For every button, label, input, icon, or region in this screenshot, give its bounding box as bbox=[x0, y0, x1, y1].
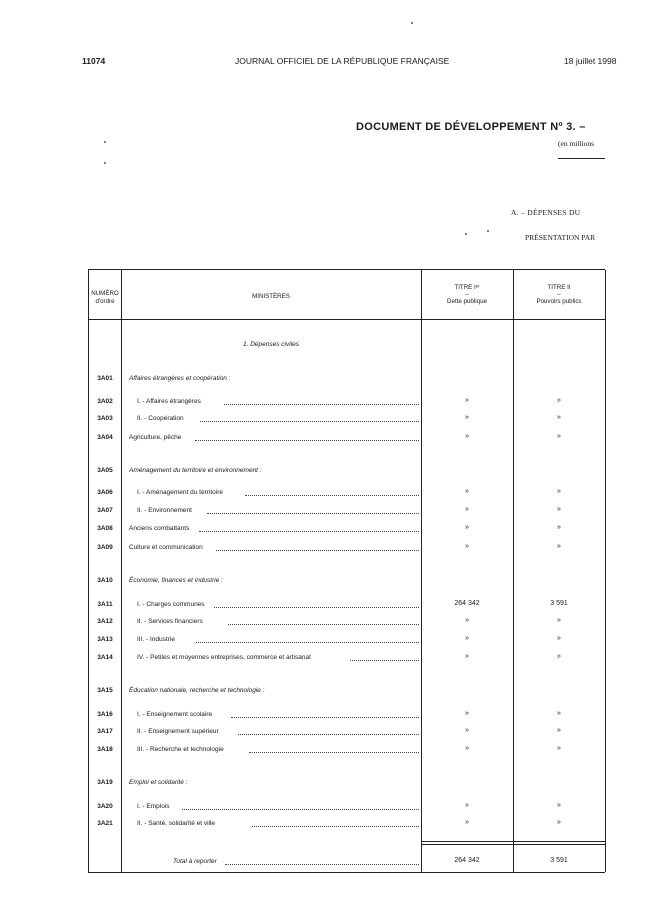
row-label: III. - Industrie bbox=[137, 636, 175, 643]
header-numero: NUMÉRO d'ordre bbox=[91, 290, 119, 305]
row-code: 3A02 bbox=[97, 398, 113, 405]
value-titre1: » bbox=[465, 617, 469, 624]
leader-dots bbox=[238, 734, 419, 735]
leader-dots bbox=[231, 717, 419, 718]
leader-dots bbox=[200, 421, 420, 422]
value-titre2: » bbox=[557, 727, 561, 734]
value-titre2: » bbox=[557, 617, 561, 624]
row-label: II. - Coopération bbox=[137, 415, 184, 422]
col-divider bbox=[421, 270, 422, 872]
row-label: I. - Aménagement du territoire bbox=[137, 489, 223, 496]
row-code: 3A12 bbox=[97, 618, 113, 625]
row-label: II. - Santé, solidarité et ville bbox=[137, 820, 216, 827]
value-titre1: » bbox=[465, 397, 469, 404]
value-titre2: » bbox=[557, 710, 561, 717]
value-titre2: » bbox=[557, 543, 561, 550]
leader-dots bbox=[196, 642, 419, 643]
category-label: Économie, finances et industrie : bbox=[129, 577, 223, 584]
value-titre2: » bbox=[557, 653, 561, 660]
row-label: III. - Recherche et technologie bbox=[137, 746, 224, 753]
row-code: 3A15 bbox=[97, 687, 113, 694]
leader-dots bbox=[249, 752, 420, 753]
unit-note: (en millions bbox=[558, 139, 595, 148]
leader-dots bbox=[225, 864, 419, 865]
row-code: 3A09 bbox=[97, 544, 113, 551]
leader-dots bbox=[199, 531, 420, 532]
value-titre1: » bbox=[465, 524, 469, 531]
total-divider bbox=[421, 844, 605, 845]
row-code: 3A20 bbox=[97, 803, 113, 810]
col-divider bbox=[605, 270, 606, 872]
row-code: 3A11 bbox=[97, 601, 113, 608]
leader-dots bbox=[195, 440, 419, 441]
value-titre2: » bbox=[557, 819, 561, 826]
row-code: 3A13 bbox=[97, 636, 113, 643]
col-divider bbox=[121, 270, 122, 872]
row-code: 3A17 bbox=[97, 728, 113, 735]
row-code: 3A19 bbox=[97, 779, 113, 786]
value-titre2: » bbox=[557, 488, 561, 495]
journal-title: JOURNAL OFFICIEL DE LA RÉPUBLIQUE FRANÇAISE bbox=[235, 56, 450, 66]
row-label: I. - Emplois bbox=[137, 803, 170, 810]
category-label: Emploi et solidarité : bbox=[129, 779, 188, 786]
leader-dots bbox=[216, 550, 419, 551]
row-code: 3A21 bbox=[97, 820, 113, 827]
value-titre1: » bbox=[465, 727, 469, 734]
section-label: 1. Dépenses civiles bbox=[243, 341, 299, 348]
value-titre2: » bbox=[557, 433, 561, 440]
value-titre2: » bbox=[557, 506, 561, 513]
value-titre1: » bbox=[465, 745, 469, 752]
row-label: II. - Enseignement supérieur bbox=[137, 728, 219, 735]
row-label: Agriculture, pêche bbox=[129, 434, 182, 441]
col-divider bbox=[513, 270, 514, 872]
speck bbox=[104, 141, 106, 143]
leader-dots bbox=[228, 624, 420, 625]
header-titre1-sub: Dette publique bbox=[447, 298, 487, 305]
row-code: 3A14 bbox=[97, 654, 113, 661]
leader-dots bbox=[214, 607, 420, 608]
value-titre1: 264 342 bbox=[454, 600, 480, 607]
subsection-heading: PRÉSENTATION PAR bbox=[525, 233, 596, 242]
row-label: I. - Affaires étrangères bbox=[137, 398, 201, 405]
unit-rule bbox=[558, 158, 605, 159]
value-titre2: » bbox=[557, 635, 561, 642]
header-titre1-dash: – bbox=[465, 291, 469, 298]
leader-dots bbox=[182, 809, 419, 810]
speck bbox=[411, 22, 413, 24]
value-titre2: » bbox=[557, 524, 561, 531]
header-divider bbox=[89, 319, 605, 320]
value-titre1: » bbox=[465, 488, 469, 495]
row-label: I. - Charges communes bbox=[137, 601, 205, 608]
total-titre2: 3 591 bbox=[550, 857, 568, 864]
value-titre2: » bbox=[557, 414, 561, 421]
header-titre2: TITRE II bbox=[547, 284, 571, 291]
total-titre1: 264 342 bbox=[454, 857, 480, 864]
value-titre2: » bbox=[557, 745, 561, 752]
value-titre1: » bbox=[465, 635, 469, 642]
leader-dots bbox=[350, 660, 419, 661]
row-label: IV. - Petites et moyennes entreprises, commerce et artisanat bbox=[137, 654, 311, 661]
row-code: 3A08 bbox=[97, 525, 113, 532]
category-label: Affaires étrangères et coopération : bbox=[129, 375, 231, 382]
value-titre1: » bbox=[465, 543, 469, 550]
value-titre2: 3 591 bbox=[550, 600, 568, 607]
category-label: Éducation nationale, recherche et technologie : bbox=[129, 687, 265, 694]
value-titre2: » bbox=[557, 397, 561, 404]
leader-dots bbox=[207, 513, 420, 514]
row-code: 3A10 bbox=[97, 577, 113, 584]
leader-dots bbox=[224, 404, 419, 405]
section-heading: A. – DÉPENSES DU bbox=[511, 208, 581, 217]
speck bbox=[104, 162, 106, 164]
value-titre1: » bbox=[465, 710, 469, 717]
page-number: 11074 bbox=[82, 56, 106, 66]
row-code: 3A16 bbox=[97, 711, 113, 718]
header-titre2-sub: Pouvoirs publics bbox=[536, 298, 582, 305]
row-code: 3A07 bbox=[97, 507, 113, 514]
row-code: 3A04 bbox=[97, 434, 113, 441]
leader-dots bbox=[252, 826, 419, 827]
header-titre2-dash: – bbox=[557, 291, 561, 298]
value-titre1: » bbox=[465, 414, 469, 421]
row-label: Anciens combattants bbox=[129, 525, 190, 532]
row-label: II. - Services financiers bbox=[137, 618, 203, 625]
value-titre1: » bbox=[465, 506, 469, 513]
row-label: II. - Environnement bbox=[137, 507, 192, 514]
value-titre1: » bbox=[465, 433, 469, 440]
speck bbox=[465, 233, 467, 235]
header-ministeres: MINISTÈRES bbox=[252, 293, 290, 300]
document-title: DOCUMENT DE DÉVELOPPEMENT Nº 3. – bbox=[356, 121, 586, 133]
category-label: Aménagement du territoire et environnement : bbox=[129, 467, 262, 474]
total-divider bbox=[421, 841, 605, 842]
value-titre1: » bbox=[465, 653, 469, 660]
row-code: 3A06 bbox=[97, 489, 113, 496]
row-label: I. - Enseignement scolaire bbox=[137, 711, 213, 718]
value-titre1: » bbox=[465, 819, 469, 826]
value-titre1: » bbox=[465, 802, 469, 809]
value-titre2: » bbox=[557, 802, 561, 809]
row-label: Culture et communication bbox=[129, 544, 203, 551]
header-titre1: TITRE Iᵉʳ bbox=[454, 284, 480, 291]
leader-dots bbox=[245, 495, 419, 496]
expenses-table bbox=[88, 269, 605, 873]
row-code: 3A01 bbox=[97, 375, 113, 382]
row-code: 3A05 bbox=[97, 467, 113, 474]
total-label: Total à reporter bbox=[173, 858, 217, 865]
row-code: 3A18 bbox=[97, 746, 113, 753]
publication-date: 18 juillet 1998 bbox=[564, 56, 617, 66]
row-code: 3A03 bbox=[97, 415, 113, 422]
speck bbox=[487, 230, 489, 232]
